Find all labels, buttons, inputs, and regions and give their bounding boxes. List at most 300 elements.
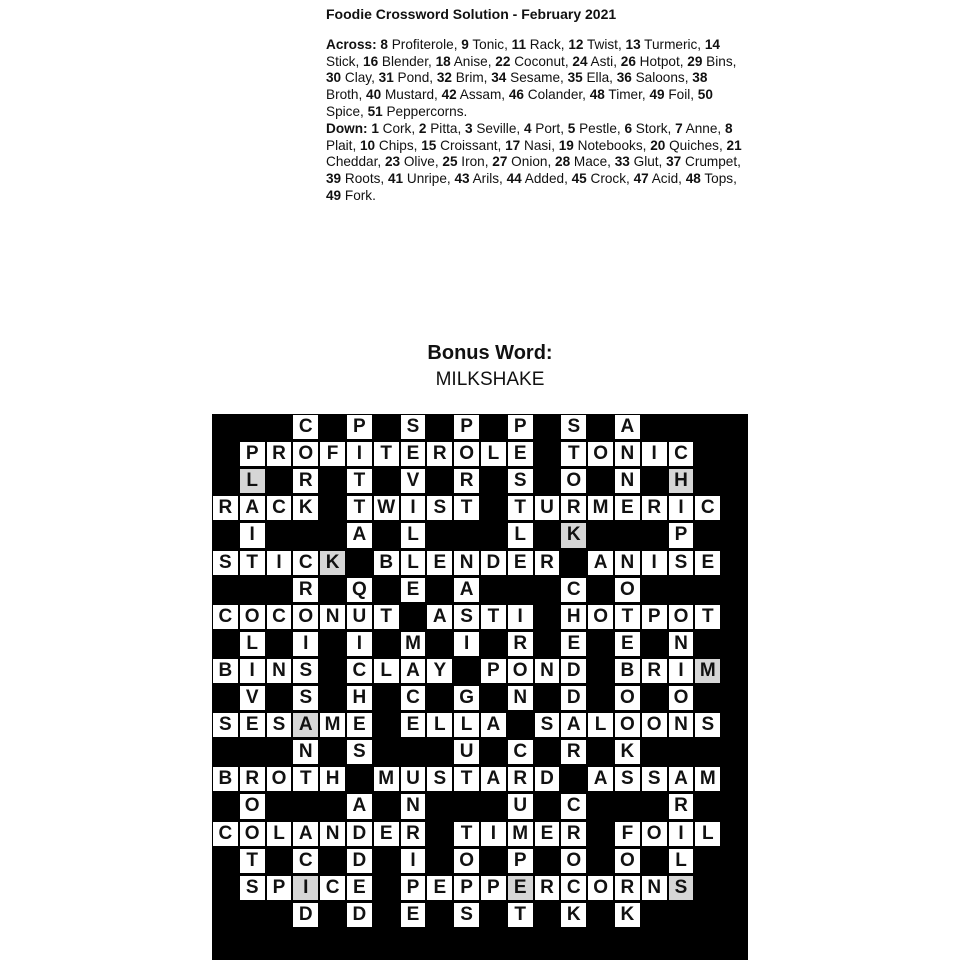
black-square: [587, 848, 614, 874]
black-square: [587, 658, 614, 684]
black-square: [373, 631, 400, 657]
black-square: [507, 577, 534, 603]
letter-square: T: [507, 902, 534, 928]
letter-square: N: [319, 821, 346, 847]
letter-square: P: [453, 414, 480, 440]
letter-square: R: [507, 631, 534, 657]
black-square: [694, 414, 721, 440]
bonus-word-label: Bonus Word:: [427, 342, 553, 364]
letter-square: P: [453, 875, 480, 901]
letter-square: T: [453, 495, 480, 521]
black-square: [212, 441, 239, 467]
letter-square: D: [534, 766, 561, 792]
black-square: [266, 468, 293, 494]
black-square: [480, 902, 507, 928]
black-square: [587, 685, 614, 711]
black-square: [292, 522, 319, 548]
letter-square: B: [614, 658, 641, 684]
black-square: [319, 631, 346, 657]
grid-row: [212, 712, 748, 739]
letter-square: K: [614, 902, 641, 928]
down-heading: Down:: [326, 120, 372, 136]
letter-square: E: [400, 441, 427, 467]
letter-square: I: [266, 550, 293, 576]
across-answers: [326, 37, 746, 121]
letter-square: O: [239, 793, 266, 819]
down-clue-number: 33: [614, 154, 630, 170]
down-clue-number: 2: [418, 120, 427, 136]
letter-square: N: [668, 631, 695, 657]
down-answer: Unripe,: [403, 171, 455, 187]
letter-square: E: [614, 495, 641, 521]
letter-square: P: [480, 658, 507, 684]
down-answer: Roots,: [341, 171, 388, 187]
letter-square: T: [694, 604, 721, 630]
black-square: [534, 685, 561, 711]
down-clue-number: 39: [326, 171, 342, 187]
black-square: [400, 739, 427, 765]
across-answer: Coconut,: [510, 53, 573, 69]
letter-square: I: [641, 441, 668, 467]
black-square: [319, 658, 346, 684]
letter-square: E: [507, 441, 534, 467]
black-square: [212, 522, 239, 548]
letter-square: L: [373, 658, 400, 684]
letter-square: S: [453, 604, 480, 630]
black-square: [480, 793, 507, 819]
black-square: [266, 793, 293, 819]
letter-square: C: [292, 848, 319, 874]
letter-square: P: [239, 441, 266, 467]
letter-square: M: [400, 631, 427, 657]
letter-square: N: [400, 793, 427, 819]
letter-square: N: [641, 875, 668, 901]
letter-square: I: [346, 441, 373, 467]
bonus-letter-square: A: [292, 712, 319, 738]
across-answer: Spice,: [326, 103, 368, 119]
across-answer: Turmeric,: [640, 36, 705, 52]
letter-square: A: [346, 522, 373, 548]
letter-square: Q: [346, 577, 373, 603]
letter-square: O: [614, 848, 641, 874]
letter-square: O: [641, 821, 668, 847]
letter-square: L: [426, 712, 453, 738]
black-square: [426, 685, 453, 711]
down-answer: Chips,: [375, 137, 422, 153]
letter-square: Y: [426, 658, 453, 684]
black-square: [534, 577, 561, 603]
black-square: [480, 739, 507, 765]
letter-square: R: [560, 739, 587, 765]
down-clue-number: 17: [505, 137, 521, 153]
letter-square: N: [266, 658, 293, 684]
down-answer: Croissant,: [436, 137, 506, 153]
black-square: [480, 577, 507, 603]
letter-square: O: [453, 441, 480, 467]
letter-square: R: [641, 495, 668, 521]
across-clue-number: 14: [704, 36, 720, 52]
black-square: [426, 631, 453, 657]
black-square: [266, 848, 293, 874]
black-square: [534, 414, 561, 440]
letter-square: O: [239, 604, 266, 630]
down-clue-number: 48: [685, 171, 701, 187]
letter-square: D: [346, 902, 373, 928]
letter-square: S: [212, 550, 239, 576]
letter-square: U: [400, 766, 427, 792]
letter-square: S: [426, 766, 453, 792]
black-square: [373, 848, 400, 874]
letter-square: C: [668, 441, 695, 467]
letter-square: R: [614, 875, 641, 901]
across-answer: Peppercorns.: [382, 103, 468, 119]
down-clue-number: 20: [650, 137, 666, 153]
across-clue-number: 26: [620, 53, 636, 69]
across-clue-number: 32: [436, 70, 452, 86]
across-answer: Profiterole,: [387, 36, 462, 52]
letter-square: S: [641, 766, 668, 792]
letter-square: E: [400, 712, 427, 738]
letter-square: O: [587, 604, 614, 630]
letter-square: O: [668, 604, 695, 630]
down-answer: Stork,: [632, 120, 676, 136]
letter-square: M: [694, 766, 721, 792]
letter-square: A: [346, 793, 373, 819]
letter-square: A: [400, 658, 427, 684]
black-square: [426, 468, 453, 494]
letter-square: T: [346, 495, 373, 521]
letter-square: I: [239, 658, 266, 684]
black-square: [266, 685, 293, 711]
down-answers: [326, 121, 746, 205]
letter-square: T: [480, 604, 507, 630]
letter-square: T: [373, 441, 400, 467]
black-square: [239, 414, 266, 440]
black-square: [373, 739, 400, 765]
letter-square: B: [212, 658, 239, 684]
letter-square: E: [400, 577, 427, 603]
letter-square: E: [346, 875, 373, 901]
letter-square: A: [480, 766, 507, 792]
letter-square: N: [453, 550, 480, 576]
black-square: [641, 468, 668, 494]
letter-square: M: [587, 495, 614, 521]
down-clue-number: 25: [442, 154, 458, 170]
black-square: [480, 631, 507, 657]
across-clue-number: 24: [572, 53, 588, 69]
down-answer: Mace,: [570, 154, 615, 170]
letter-square: U: [534, 495, 561, 521]
letter-square: I: [453, 631, 480, 657]
down-answer: Nasi,: [520, 137, 559, 153]
black-square: [212, 577, 239, 603]
across-answer: Twist,: [583, 36, 626, 52]
grid-row: [212, 577, 748, 604]
black-square: [641, 793, 668, 819]
letter-square: I: [346, 631, 373, 657]
black-square: [426, 577, 453, 603]
black-square: [534, 793, 561, 819]
letter-square: B: [373, 550, 400, 576]
crossword-grid: [212, 414, 748, 960]
black-square: [266, 902, 293, 928]
black-square: [239, 739, 266, 765]
letter-square: L: [668, 848, 695, 874]
black-square: [453, 522, 480, 548]
black-square: [373, 468, 400, 494]
letter-square: P: [480, 875, 507, 901]
black-square: [319, 468, 346, 494]
black-square: [641, 739, 668, 765]
black-square: [426, 414, 453, 440]
letter-square: D: [560, 658, 587, 684]
black-square: [266, 577, 293, 603]
black-square: [239, 902, 266, 928]
grid-row: [212, 604, 748, 631]
down-answer: Notebooks,: [573, 137, 651, 153]
letter-square: R: [507, 766, 534, 792]
black-square: [534, 522, 561, 548]
down-answer: Arils,: [469, 171, 507, 187]
letter-square: C: [292, 550, 319, 576]
down-answer: Plait,: [326, 137, 360, 153]
letter-square: D: [480, 550, 507, 576]
black-square: [373, 875, 400, 901]
letter-square: A: [587, 766, 614, 792]
letter-square: M: [507, 821, 534, 847]
black-square: [641, 685, 668, 711]
across-clue-number: 34: [491, 70, 507, 86]
letter-square: I: [480, 821, 507, 847]
letter-square: D: [292, 902, 319, 928]
letter-square: B: [212, 766, 239, 792]
black-square: [212, 875, 239, 901]
down-clue-number: 6: [624, 120, 633, 136]
letter-square: S: [346, 739, 373, 765]
letter-square: V: [400, 468, 427, 494]
across-clue-number: 42: [441, 87, 457, 103]
black-square: [319, 414, 346, 440]
down-clue-number: 7: [675, 120, 683, 136]
black-square: [426, 793, 453, 819]
down-clue-number: 27: [492, 154, 508, 170]
black-square: [694, 441, 721, 467]
grid-row: [212, 441, 748, 468]
letter-square: S: [614, 766, 641, 792]
letter-square: C: [346, 658, 373, 684]
black-square: [319, 495, 346, 521]
down-answer: Crock,: [586, 171, 634, 187]
black-square: [319, 522, 346, 548]
letter-square: O: [266, 766, 293, 792]
grid-row: [212, 875, 748, 902]
letter-square: D: [346, 848, 373, 874]
black-square: [212, 793, 239, 819]
black-square: [212, 414, 239, 440]
letter-square: I: [400, 848, 427, 874]
letter-square: O: [292, 441, 319, 467]
black-square: [373, 414, 400, 440]
across-answer: Anise,: [450, 53, 496, 69]
black-square: [641, 848, 668, 874]
black-square: [534, 604, 561, 630]
across-clue-number: 31: [378, 70, 394, 86]
black-square: [641, 414, 668, 440]
letter-square: D: [346, 821, 373, 847]
letter-square: T: [292, 766, 319, 792]
bonus-letter-square: I: [292, 875, 319, 901]
grid-row: [212, 739, 748, 766]
down-answer: Pestle,: [575, 120, 625, 136]
black-square: [426, 821, 453, 847]
letter-square: R: [641, 658, 668, 684]
across-answer: Clay,: [341, 70, 379, 86]
letter-square: R: [266, 441, 293, 467]
across-clue-number: 8: [380, 36, 388, 52]
letter-square: H: [560, 604, 587, 630]
bonus-word-section: [0, 340, 960, 394]
black-square: [560, 550, 587, 576]
letter-square: N: [319, 604, 346, 630]
black-square: [239, 577, 266, 603]
letter-square: I: [668, 495, 695, 521]
across-answer: Ella,: [582, 70, 617, 86]
black-square: [507, 712, 534, 738]
down-answer: Anne,: [682, 120, 725, 136]
black-square: [266, 414, 293, 440]
letter-square: R: [400, 821, 427, 847]
down-answer: Olive,: [400, 154, 443, 170]
down-clue-number: 47: [633, 171, 649, 187]
black-square: [694, 522, 721, 548]
black-square: [534, 739, 561, 765]
across-answer: Broth,: [326, 87, 367, 103]
black-square: [694, 739, 721, 765]
letter-square: L: [587, 712, 614, 738]
black-square: [641, 577, 668, 603]
letter-square: A: [292, 821, 319, 847]
bonus-letter-square: L: [239, 468, 266, 494]
down-clue-number: 49: [326, 187, 342, 203]
black-square: [587, 793, 614, 819]
down-clue-number: 1: [371, 120, 379, 136]
letter-square: I: [400, 495, 427, 521]
letter-square: R: [239, 766, 266, 792]
black-square: [534, 902, 561, 928]
down-answer: Added,: [521, 171, 572, 187]
black-square: [212, 902, 239, 928]
letter-square: P: [507, 414, 534, 440]
black-square: [453, 658, 480, 684]
letter-square: E: [507, 550, 534, 576]
letter-square: R: [426, 441, 453, 467]
across-answer: Sesame,: [506, 70, 568, 86]
letter-square: T: [373, 604, 400, 630]
letter-square: C: [560, 577, 587, 603]
letter-square: C: [507, 739, 534, 765]
bonus-word: MILKSHAKE: [435, 369, 545, 390]
letter-square: G: [453, 685, 480, 711]
letter-square: L: [400, 550, 427, 576]
letter-square: S: [560, 414, 587, 440]
letter-square: E: [426, 875, 453, 901]
across-answer: Blender,: [378, 53, 436, 69]
across-answer: Hotpot,: [635, 53, 688, 69]
across-answer: Stick,: [326, 53, 364, 69]
across-clue-number: 13: [625, 36, 641, 52]
letter-square: R: [560, 495, 587, 521]
letter-square: N: [668, 712, 695, 738]
letter-square: U: [453, 739, 480, 765]
letter-square: A: [587, 550, 614, 576]
letter-square: E: [346, 712, 373, 738]
across-answer: Saloons,: [631, 70, 693, 86]
letter-square: T: [239, 848, 266, 874]
letter-square: E: [373, 821, 400, 847]
letter-square: O: [587, 875, 614, 901]
grid-row: [212, 685, 748, 712]
letter-square: E: [694, 550, 721, 576]
letter-square: T: [560, 441, 587, 467]
letter-square: S: [534, 712, 561, 738]
letter-square: S: [453, 902, 480, 928]
black-square: [694, 468, 721, 494]
across-clue-number: 38: [692, 70, 708, 86]
black-square: [641, 522, 668, 548]
grid-row: [212, 821, 748, 848]
across-answer: Foil,: [664, 87, 698, 103]
across-clue-number: 29: [687, 53, 703, 69]
letter-square: O: [614, 577, 641, 603]
letter-square: L: [266, 821, 293, 847]
letter-square: O: [614, 685, 641, 711]
letter-square: C: [212, 604, 239, 630]
down-answer: Pitta,: [426, 120, 465, 136]
letter-square: O: [292, 604, 319, 630]
black-square: [212, 739, 239, 765]
letter-square: D: [560, 685, 587, 711]
black-square: [319, 848, 346, 874]
black-square: [480, 414, 507, 440]
across-answer: Assam,: [456, 87, 509, 103]
crossword-solution-text: [326, 6, 746, 205]
letter-square: P: [641, 604, 668, 630]
across-answer: Timer,: [604, 87, 650, 103]
down-answer: Acid,: [648, 171, 686, 187]
letter-square: M: [319, 712, 346, 738]
letter-square: R: [668, 793, 695, 819]
grid-row: [212, 848, 748, 875]
letter-square: L: [694, 821, 721, 847]
black-square: [212, 685, 239, 711]
grid-row: [212, 766, 748, 793]
black-square: [587, 739, 614, 765]
across-clue-number: 18: [435, 53, 451, 69]
letter-square: S: [239, 875, 266, 901]
letter-square: O: [560, 468, 587, 494]
letter-square: P: [507, 848, 534, 874]
letter-square: T: [239, 550, 266, 576]
bonus-letter-square: K: [319, 550, 346, 576]
across-clue-number: 11: [511, 36, 527, 52]
letter-square: O: [668, 685, 695, 711]
letter-square: O: [560, 848, 587, 874]
black-square: [453, 793, 480, 819]
black-square: [694, 685, 721, 711]
across-clue-number: 46: [508, 87, 524, 103]
letter-square: A: [560, 712, 587, 738]
letter-square: C: [319, 875, 346, 901]
